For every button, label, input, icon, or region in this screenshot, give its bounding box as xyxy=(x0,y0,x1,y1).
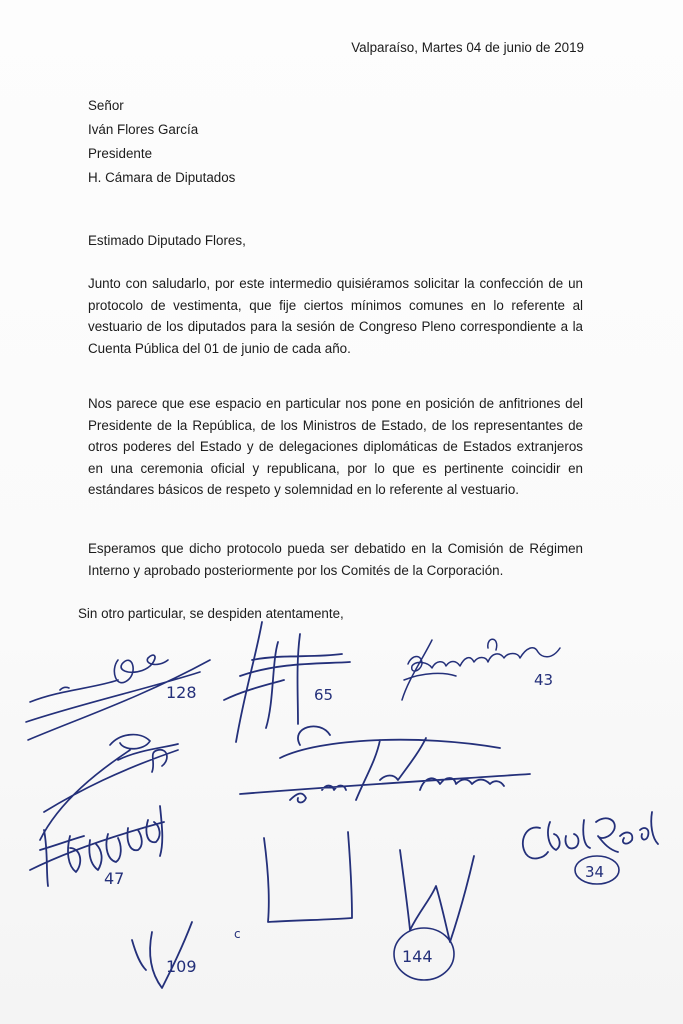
signature-1 xyxy=(26,655,210,740)
signature-number-47: 47 xyxy=(104,869,125,888)
signature-3 xyxy=(402,639,560,700)
signature-number-43: 43 xyxy=(534,671,554,689)
signatures-area xyxy=(0,600,683,1024)
letter-date: Valparaíso, Martes 04 de junio de 2019 xyxy=(351,40,584,55)
signature-8 xyxy=(132,922,241,988)
recipient-role: Presidente xyxy=(88,146,153,161)
signature-9 xyxy=(264,832,474,980)
recipient-name: Iván Flores García xyxy=(88,122,199,137)
signature-5 xyxy=(240,726,530,802)
signature-number-128: 128 xyxy=(166,683,197,702)
body-paragraph-2: Nos parece que ese espacio en particular nos pone en posición de anfitriones del Presidente de la República, de los Ministros de Estado, de los representantes de otros poderes del Estado y de delegaciones diplomáticas de Estados extranjeros en una ceremonia oficial y republicana, por lo que es pertinente coincidir en estándares básicos de respeto y solemnidad en lo referente al vestuario. xyxy=(88,396,583,497)
recipient-salutation: Señor xyxy=(88,98,124,113)
recipient-block xyxy=(88,94,235,190)
signature-7 xyxy=(523,812,658,884)
letter-greeting: Estimado Diputado Flores, xyxy=(88,233,246,248)
signature-2 xyxy=(224,622,350,742)
signature-letter-c: c xyxy=(234,927,241,941)
letter-closing: Sin otro particular, se despiden atentamente, xyxy=(78,606,344,621)
signature-number-34: 34 xyxy=(585,863,605,881)
body-paragraph-3: Esperamos que dicho protocolo pueda ser debatido en la Comisión de Régimen Interno y aprobado posteriormente por los Comités de la Corporación. xyxy=(88,541,583,578)
signature-6 xyxy=(30,806,164,888)
signature-number-109: 109 xyxy=(166,957,197,976)
signature-number-65: 65 xyxy=(314,686,334,704)
signature-number-144: 144 xyxy=(402,947,433,966)
recipient-institution: H. Cámara de Diputados xyxy=(88,170,236,185)
body-paragraph-1: Junto con saludarlo, por este intermedio quisiéramos solicitar la confección de un protocolo de vestimenta, que fije ciertos mínimos comunes en lo referente al vestuario de los diputados para la sesión de Congreso Pleno correspondiente a la Cuenta Pública del 01 de junio de cada año. xyxy=(88,276,583,356)
